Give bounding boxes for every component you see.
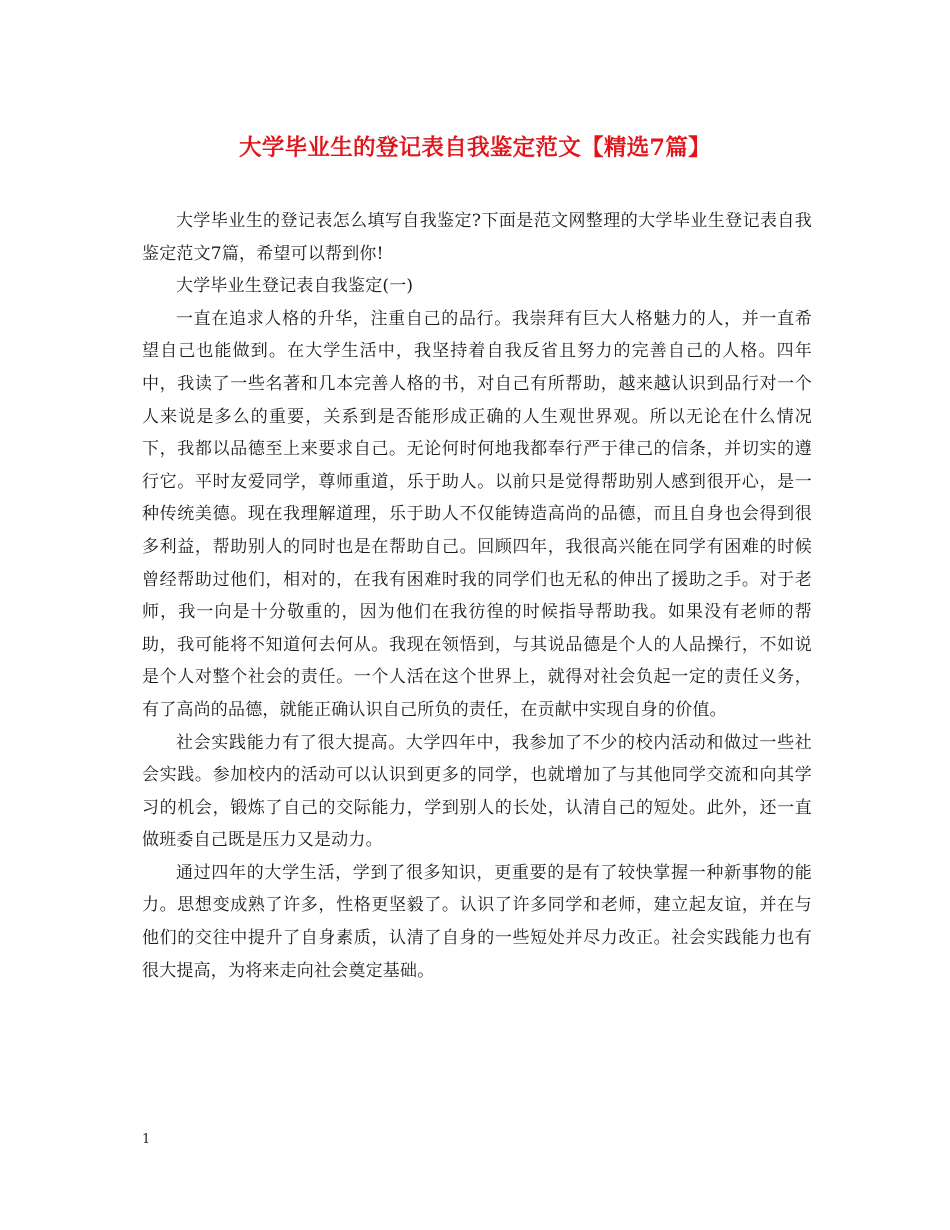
body-paragraph-summary: 通过四年的大学生活，学到了很多知识，更重要的是有了较快掌握一种新事物的能力。思想变成熟了许多，性格更坚毅了。认识了许多同学和老师，建立起友谊，并在与他们的交往中提升了自身素质，认清了自身的一些短处并尽力改正。社会实践能力也有很大提高，为将来走向社会奠定基础。: [142, 862, 812, 981]
page-number: 1: [142, 1132, 151, 1147]
document-body: [142, 205, 812, 987]
body-paragraph-practice: 社会实践能力有了很大提高。大学四年中，我参加了不少的校内活动和做过一些社会实践。参加校内的活动可以认识到更多的同学，也就增加了与其他同学交流和向其学习的机会，锻炼了自己的交际能力，学到别人的长处，认清自己的短处。此外，还一直做班委自己既是压力又是动力。: [142, 732, 812, 851]
section-heading: 大学毕业生登记表自我鉴定(一): [176, 276, 414, 297]
intro-paragraph: 大学毕业生的登记表怎么填写自我鉴定?下面是范文网整理的大学毕业生登记表自我鉴定范文7篇，希望可以帮到你!: [142, 211, 812, 264]
document-title: 大学毕业生的登记表自我鉴定范文【精选7篇】: [239, 135, 711, 161]
body-paragraph-character: 一直在追求人格的升华，注重自己的品行。我崇拜有巨大人格魅力的人，并一直希望自己也能做到。在大学生活中，我坚持着自我反省且努力的完善自己的人格。四年中，我读了一些名著和几本完善人格的书，对自己有所帮助，越来越认识到品行对一个人来说是多么的重要，关系到是否能形成正确的人生观世界观。所以无论在什么情况下，我都以品德至上来要求自己。无论何时何地我都奉行严于律己的信条，并切实的遵行它。平时友爱同学，尊师重道，乐于助人。以前只是觉得帮助别人感到很开心，是一种传统美德。现在我理解道理，乐于助人不仅能铸造高尚的品德，而且自身也会得到很多利益，帮助别人的同时也是在帮助自己。回顾四年，我很高兴能在同学有困难的时候曾经帮助过他们，相对的，在我有困难时我的同学们也无私的伸出了援助之手。对于老师，我一向是十分敬重的，因为他们在我彷徨的时候指导帮助我。如果没有老师的帮助，我可能将不知道何去何从。我现在领悟到，与其说品德是个人的人品操行，不如说是个人对整个社会的责任。一个人活在这个世界上，就得对社会负起一定的责任义务，有了高尚的品德，就能正确认识自己所负的责任，在贡献中实现自身的价值。: [142, 308, 812, 720]
